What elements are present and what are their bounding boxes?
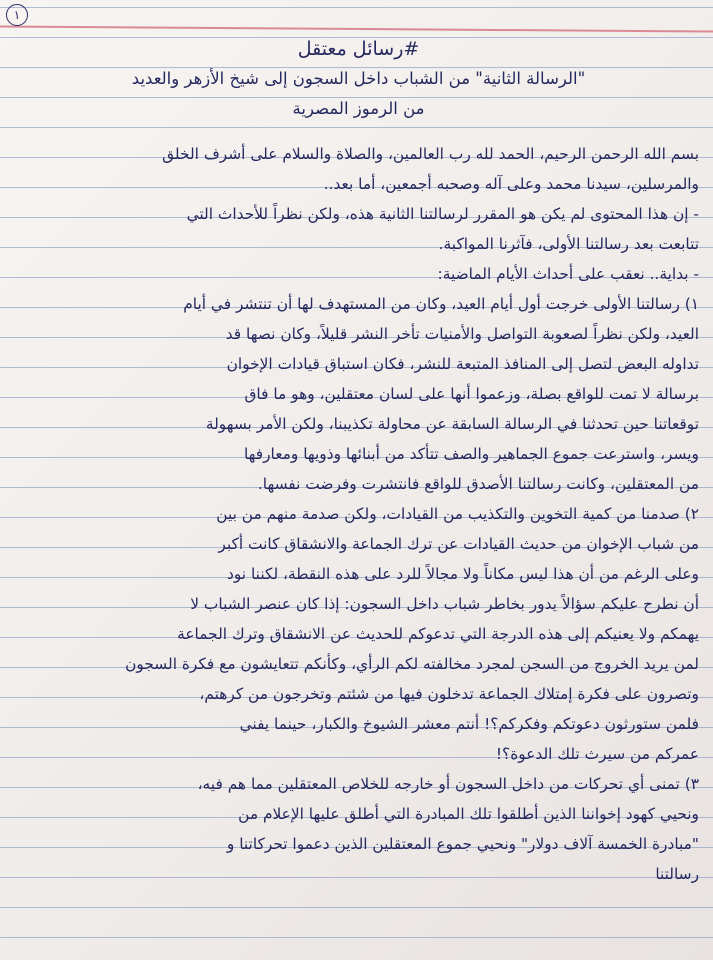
body-line: توقعاتنا حين تحدثنا في الرسالة السابقة عن محاولة تكذيبنا، ولكن الأمر بسهولة bbox=[205, 415, 699, 433]
body-line: والمرسلين، سيدنا محمد وعلى آله وصحبه أجمعين، أما بعد.. bbox=[323, 175, 699, 193]
body-line: من شباب الإخوان من حديث القيادات عن ترك الجماعة والانشقاق كانت أكبر bbox=[218, 535, 699, 553]
body-line: تتابعت بعد رسالتنا الأولى، فآثرنا المواكبة. bbox=[438, 235, 699, 253]
body-line: عمركم من سيرث تلك الدعوة؟! bbox=[495, 745, 699, 763]
body-line: لمن يريد الخروج من السجن لمجرد مخالفته لكم الرأي، وكأنكم تتعايشون مع فكرة السجون bbox=[125, 655, 699, 673]
spacer bbox=[18, 124, 699, 139]
body-line: أن نطرح عليكم سؤالاً يدور بخاطر شباب داخل السجون: إذا كان عنصر الشباب لا bbox=[190, 595, 699, 613]
body-line: العيد، ولكن نظراً لصعوبة التواصل والأمنيات تأخر النشر قليلاً، وكان نصها قد bbox=[225, 325, 699, 343]
body-line: ١) رسالتنا الأولى خرجت أول أيام العيد، وكان من المستهدف لها أن تنتشر في أيام bbox=[183, 295, 699, 313]
body-line: بسم الله الرحمن الرحيم، الحمد لله رب العالمين، والصلاة والسلام على أشرف الخلق bbox=[162, 145, 699, 163]
body-line: من المعتقلين، وكانت رسالتنا الأصدق للواقع فانتشرت وفرضت نفسها. bbox=[257, 475, 699, 493]
body-line: فلمن ستورثون دعوتكم وفكركم؟! أنتم معشر الشيوخ والكبار، حينما يفني bbox=[239, 715, 699, 733]
body-line: برسالة لا تمت للواقع بصلة، وزعموا أنها على لسان معتقلين، وهو ما فاق bbox=[244, 385, 699, 403]
body-line: وتصرون على فكرة إمتلاك الجماعة تدخلون فيها من شئتم وتخرجون من كرهتم، bbox=[199, 685, 699, 703]
body-line: ٢) صدمنا من كمية التخوين والتكذيب من القيادات، ولكن صدمة منهم من بين bbox=[216, 505, 699, 523]
letter-subtitle-line-1: "الرسالة الثانية" من الشباب داخل السجون إلى شيخ الأزهر والعديد bbox=[131, 69, 586, 88]
body-line: يهمكم ولا يعنيكم إلى هذه الدرجة التي تدعوكم للحديث عن الانشقاق وترك الجماعة bbox=[177, 625, 699, 643]
body-line: رسالتنا bbox=[655, 865, 699, 883]
letter-subtitle-line-2: من الرموز المصرية bbox=[292, 99, 425, 118]
body-line: - بداية.. نعقب على أحداث الأيام الماضية: bbox=[437, 265, 699, 283]
letter-title: #رسائل معتقل bbox=[297, 38, 420, 60]
body-line: ٣) تمنى أي تحركات من داخل السجون أو خارجه للخلاص المعتقلين مما هم فيه، bbox=[197, 775, 699, 793]
body-line: وعلى الرغم من أن هذا ليس مكاناً ولا مجالاً للرد على هذه النقطة، لكننا نود bbox=[227, 565, 699, 583]
body-line: ونحيي كهود إخواننا الذين أطلقوا تلك المبادرة التي أطلق عليها الإعلام من bbox=[238, 805, 699, 823]
margin-line bbox=[0, 26, 713, 33]
letter-content bbox=[18, 34, 699, 889]
body-line: - إن هذا المحتوى لم يكن هو المقرر لرسالتنا الثانية هذه، ولكن نظراً للأحداث التي bbox=[186, 205, 699, 223]
body-line: "مبادرة الخمسة آلاف دولار" ونحيي جموع المعتقلين الذين دعموا تحركاتنا و bbox=[226, 835, 699, 853]
page-number: ١ bbox=[6, 4, 28, 26]
body-line: ويسر، واسترعت جموع الجماهير والصف تتأكد من أبنائها وذويها ومعارفها bbox=[243, 445, 699, 463]
body-line: تداوله البعض لتصل إلى المنافذ المتبعة للنشر، فكان استباق قيادات الإخوان bbox=[226, 355, 699, 373]
